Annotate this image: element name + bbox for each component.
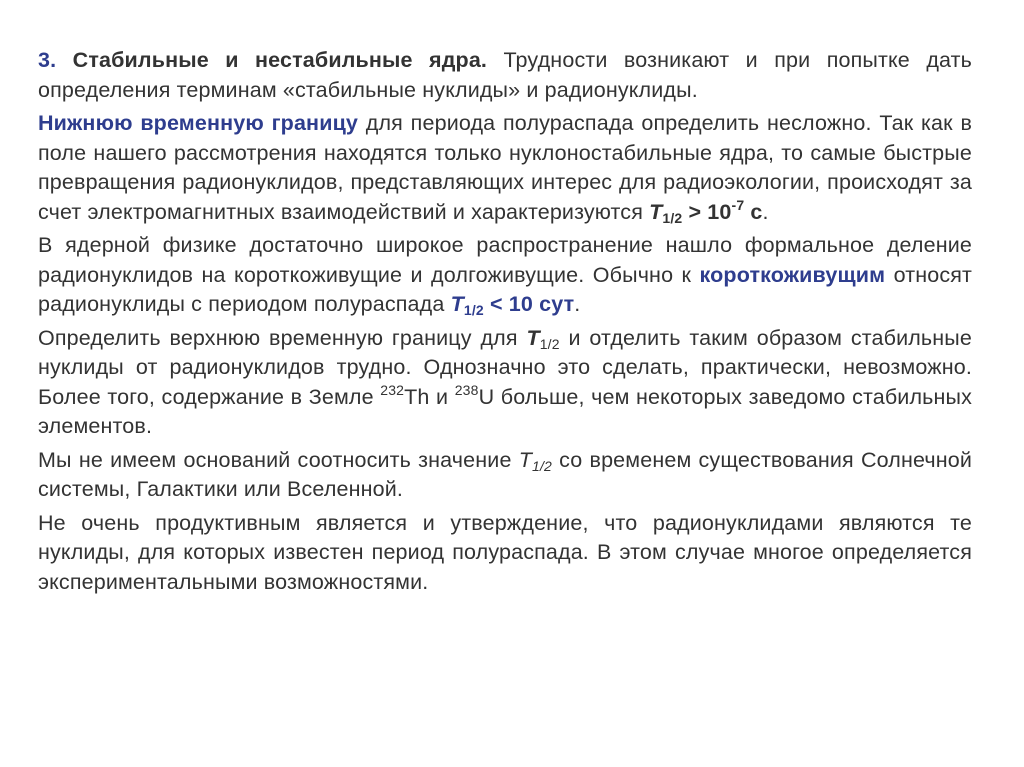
paragraph-5-text-1: Мы не имеем оснований соотносить значение [38,447,512,472]
half-life-subscript: 1/2 [539,335,560,352]
half-life-subscript: 1/2 [532,457,552,474]
short-lived-threshold: < 10 сут [489,292,575,316]
half-life-symbol: T [649,199,663,224]
paragraph-4-text-2: и отделить таким образом стабильные нуклиды от радионуклидов трудно. Однозначно это сделать, практически, невозможно. Более того, содержание в Земле [38,325,973,409]
paragraph-4-text-1: Определить верхнюю временную границу для [38,325,518,350]
emphasis-short-lived: короткоживущим [699,262,886,287]
isotope-mass-number: 232 [380,381,405,398]
paragraph-2 [38,109,972,227]
paragraph-6-text: Не очень продуктивным является и утверждение, что радионуклидами являются те нуклиды, для которых известен период полураспада. В этом случае многое определяется экспериментальными возможностями. [38,510,972,594]
paragraph-3-text-1: В ядерной физике достаточно широкое распространение нашло формальное деление радионуклидов на короткоживущие и долгоживущие. Обычно к [38,233,972,287]
paragraph-4 [38,324,972,442]
paragraph-3-text-2: относят радионуклиды с периодом полураспада [38,262,973,316]
emphasis-lower-bound: Нижнюю временную границу [38,111,359,135]
half-life-symbol: T [526,325,540,350]
paragraph-4-text-3: больше, чем некоторых заведомо стабильных элементов. [38,384,973,438]
lower-bound-unit: с [750,199,763,224]
paragraph-2-text: для периода полураспада определить несложно. Так как в поле нашего рассмотрения находятся только нуклоностабильные ядра, то самые быстрые превращения радионуклидов, представляющих интерес для радиоэкологии, происходят за счет электромагнитных взаимодействий и характеризуются [38,111,973,224]
paragraph-1-text: Трудности возникают и при попытке дать определения терминам «стабильные нуклиды» и радионуклиды. [38,48,973,102]
isotope-symbol: Th [404,384,430,409]
half-life-subscript: 1/2 [662,209,683,226]
paragraph-3 [38,231,972,320]
section-number: 3. [38,48,57,72]
conjunction: и [436,384,449,409]
paragraph-5 [38,446,972,505]
lower-bound-relation: > 10 [688,199,732,224]
paragraph-1 [38,46,972,105]
isotope-symbol: U [478,384,495,409]
paragraph-2-end: . [762,199,769,224]
paragraph-5-text-2: со временем существования Солнечной системы, Галактики или Вселенной. [38,447,973,501]
paragraph-3-end: . [574,292,581,316]
half-life-symbol: T [450,292,464,316]
section-title: Стабильные и нестабильные ядра. [72,48,488,72]
slide-body [38,46,972,601]
half-life-subscript: 1/2 [463,302,484,318]
half-life-symbol: T [518,447,533,472]
lower-bound-exponent: -7 [731,196,745,213]
paragraph-6 [38,509,972,598]
isotope-mass-number: 238 [454,381,479,398]
